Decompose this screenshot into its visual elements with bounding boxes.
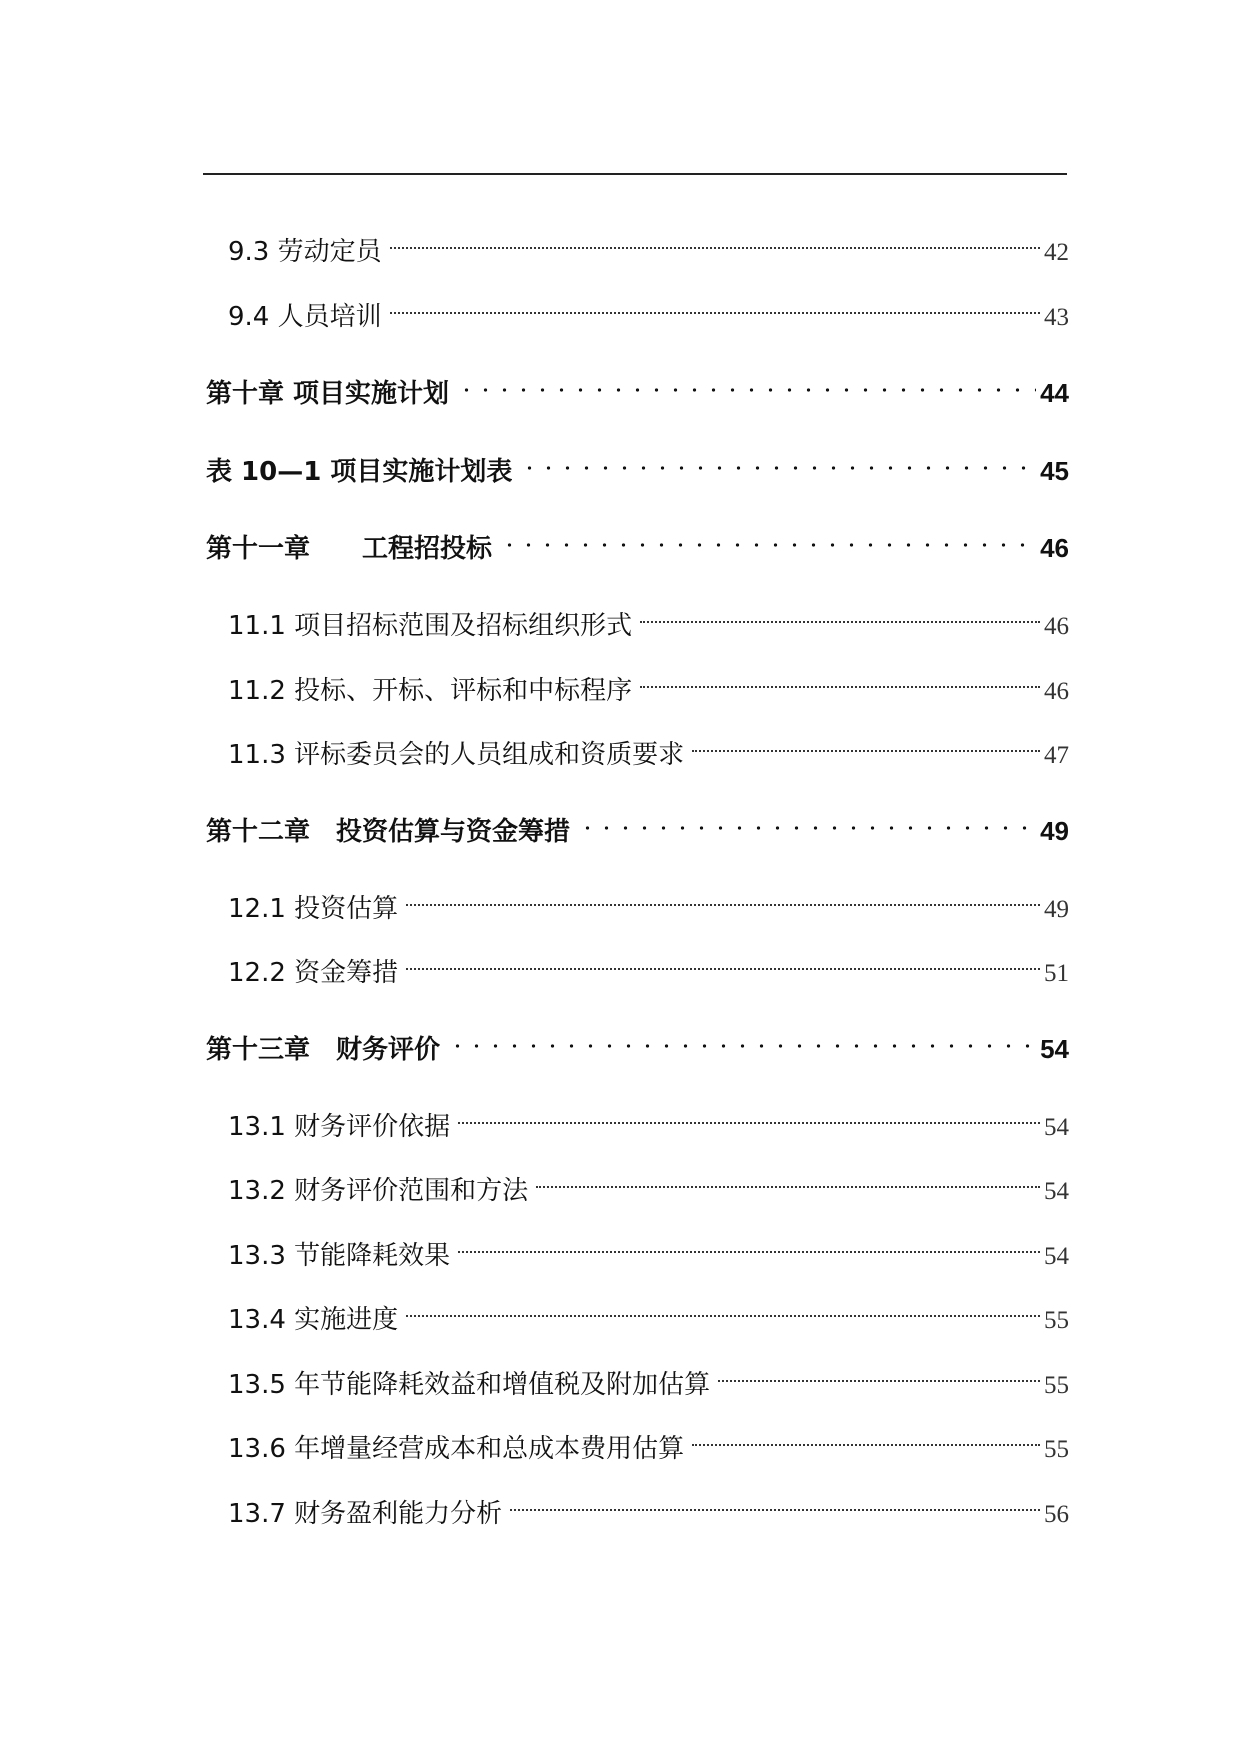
toc-entry-page: 46 (1044, 678, 1069, 705)
toc-entry-label: 12.1 投资估算 (228, 894, 399, 924)
toc-entry[interactable] (228, 1417, 1069, 1464)
toc-entry-label: 13.1 财务评价依据 (228, 1112, 451, 1142)
toc-entry-label: 第十一章 工程招投标 (206, 534, 493, 564)
toc-entry-page: 44 (1040, 378, 1069, 408)
dot-leader (692, 1417, 1040, 1457)
toc-entry-label: 13.4 实施进度 (228, 1305, 399, 1335)
dot-leader (520, 440, 1036, 480)
toc-entry[interactable] (228, 1224, 1069, 1271)
toc-entry[interactable] (228, 659, 1069, 706)
toc-entry-page: 46 (1044, 613, 1069, 640)
toc-entry-page: 49 (1044, 896, 1069, 923)
toc-entry-label: 13.5 年节能降耗效益和增值税及附加估算 (228, 1370, 711, 1400)
toc-entry[interactable] (228, 1159, 1069, 1206)
toc-entry[interactable] (228, 220, 1069, 267)
toc-entry[interactable] (228, 1482, 1069, 1529)
toc-entry-page: 55 (1044, 1307, 1069, 1334)
toc-entry-page: 56 (1044, 1501, 1069, 1528)
toc-entry[interactable] (228, 285, 1069, 332)
dot-leader (458, 1095, 1040, 1135)
toc-entry-label: 第十三章 财务评价 (206, 1035, 441, 1065)
toc-entry-page: 45 (1040, 456, 1069, 486)
toc-chapter-entry[interactable] (206, 800, 1069, 847)
header-rule (203, 173, 1067, 175)
dot-leader (640, 659, 1040, 699)
dot-leader (458, 1224, 1040, 1264)
toc-entry-page: 54 (1044, 1178, 1069, 1205)
dot-leader (406, 941, 1040, 981)
toc-entry-page: 49 (1040, 816, 1069, 846)
toc-entry-label: 11.1 项目招标范围及招标组织形式 (228, 611, 633, 641)
dot-leader (406, 877, 1040, 917)
dot-leader (692, 723, 1040, 763)
dot-leader (536, 1159, 1040, 1199)
toc-entry-page: 42 (1044, 239, 1069, 266)
dot-leader (390, 285, 1040, 325)
toc-entry[interactable] (228, 1353, 1069, 1400)
toc-chapter-entry[interactable] (206, 517, 1069, 564)
dot-leader (448, 1018, 1036, 1058)
toc-entry-label: 13.6 年增量经营成本和总成本费用估算 (228, 1434, 685, 1464)
toc-entry-label: 13.7 财务盈利能力分析 (228, 1499, 503, 1529)
toc-entry-label: 表 10—1 项目实施计划表 (206, 457, 513, 487)
dot-leader (718, 1353, 1040, 1393)
toc-entry-label: 第十章 项目实施计划 (206, 379, 450, 409)
dot-leader (406, 1288, 1040, 1328)
dot-leader (640, 594, 1040, 634)
toc-entry-label: 第十二章 投资估算与资金筹措 (206, 817, 571, 847)
dot-leader (578, 800, 1036, 840)
dot-leader (500, 517, 1036, 557)
dot-leader (390, 220, 1040, 260)
toc-entry-page: 54 (1040, 1034, 1069, 1064)
toc-entry-label: 11.2 投标、开标、评标和中标程序 (228, 676, 633, 706)
toc-entry[interactable] (228, 941, 1069, 988)
toc-entry-page: 54 (1044, 1243, 1069, 1270)
toc-entry-label: 9.4 人员培训 (228, 302, 382, 332)
toc-entry-page: 47 (1044, 742, 1069, 769)
toc-entry[interactable] (228, 1095, 1069, 1142)
toc-entry-label: 13.2 财务评价范围和方法 (228, 1176, 529, 1206)
toc-entry-page: 55 (1044, 1372, 1069, 1399)
toc-chapter-entry[interactable] (206, 362, 1069, 409)
dot-leader (457, 362, 1036, 402)
toc-entry[interactable] (228, 877, 1069, 924)
toc-entry-page: 54 (1044, 1114, 1069, 1141)
toc-entry[interactable] (228, 1288, 1069, 1335)
toc-entry-label: 9.3 劳动定员 (228, 237, 382, 267)
toc-chapter-entry[interactable] (206, 440, 1069, 487)
toc-entry-page: 51 (1044, 960, 1069, 987)
toc-entry-label: 13.3 节能降耗效果 (228, 1241, 451, 1271)
toc-chapter-entry[interactable] (206, 1018, 1069, 1065)
toc-entry-label: 12.2 资金筹措 (228, 958, 399, 988)
toc-entry-page: 46 (1040, 533, 1069, 563)
dot-leader (510, 1482, 1040, 1522)
toc-entry[interactable] (228, 723, 1069, 770)
toc-entry-page: 55 (1044, 1436, 1069, 1463)
toc-entry-page: 43 (1044, 304, 1069, 331)
toc-entry[interactable] (228, 594, 1069, 641)
toc-entry-label: 11.3 评标委员会的人员组成和资质要求 (228, 740, 685, 770)
